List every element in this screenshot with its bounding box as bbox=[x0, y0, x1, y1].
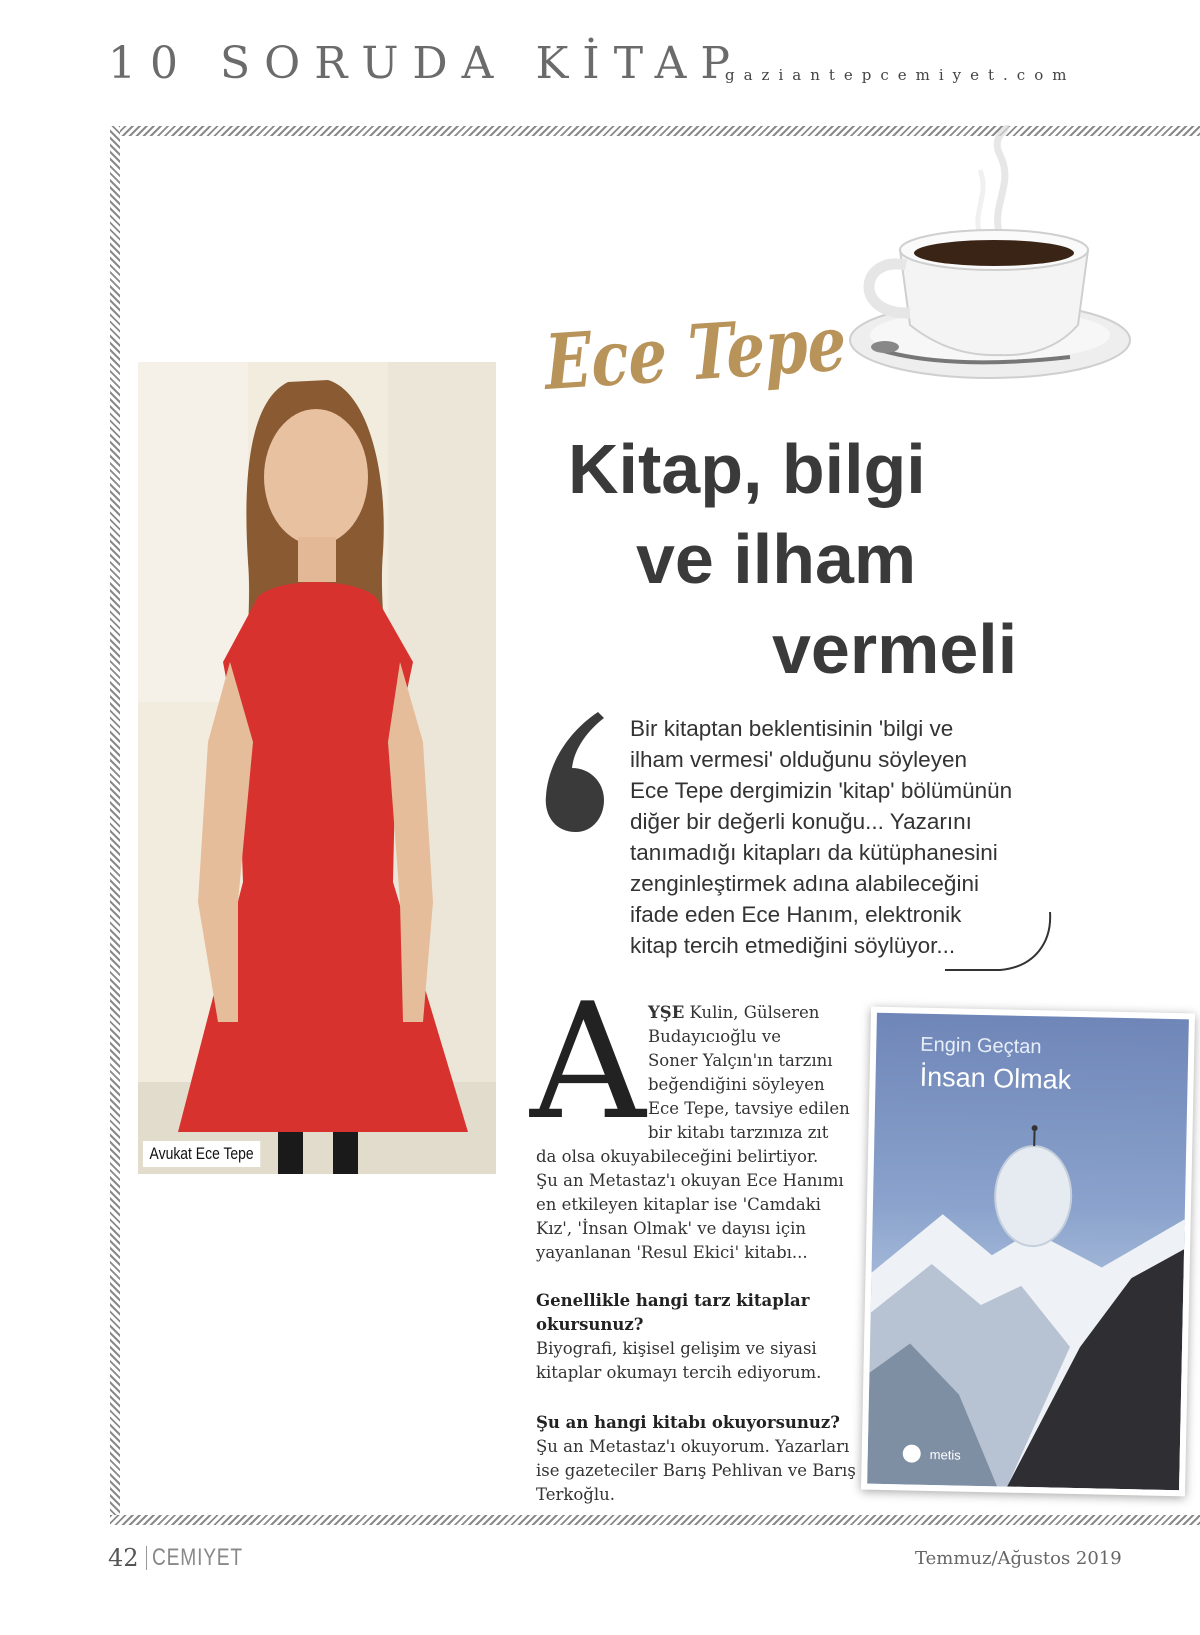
book-cover-art bbox=[867, 1013, 1189, 1490]
intro-line: da olsa okuyabileceğini belirtiyor. bbox=[536, 1147, 819, 1166]
close-quote-curve-icon bbox=[940, 912, 1060, 972]
intro-line: Ece Tepe, tavsiye edilen bbox=[648, 1099, 850, 1118]
lead-line: tanımadığı kitapları da kütüphanesini bbox=[630, 840, 998, 865]
drop-cap: A bbox=[530, 968, 646, 1155]
question-line: okursunuz? bbox=[536, 1315, 644, 1334]
photo-caption: Avukat Ece Tepe bbox=[143, 1141, 260, 1167]
lead-line: Bir kitaptan beklentisinin 'bilgi ve bbox=[630, 716, 954, 741]
book-publisher: metis bbox=[929, 1446, 961, 1463]
headline-line-1: Kitap, bilgi bbox=[568, 430, 926, 508]
person-name: Ece Tepe bbox=[543, 298, 848, 407]
intro-line: Soner Yalçın'ın tarzını bbox=[648, 1051, 833, 1070]
intro-wrapped-text bbox=[648, 1001, 850, 1145]
coffee-cup-icon bbox=[840, 125, 1140, 410]
headline-line-2: ve ilham bbox=[636, 520, 917, 598]
lead-line: diğer bir değerli konuğu... Yazarını bbox=[630, 809, 972, 834]
page-number: 42 bbox=[108, 1544, 139, 1572]
intro-line: Budayıcıoğlu ve bbox=[648, 1027, 781, 1046]
intro-line: Şu an Metastaz'ı okuyan Ece Hanımı bbox=[536, 1171, 844, 1190]
book-cover bbox=[861, 1007, 1195, 1497]
answer-line: Terkoğlu. bbox=[536, 1485, 616, 1504]
question-line: Genellikle hangi tarz kitaplar bbox=[536, 1291, 810, 1310]
qa-block bbox=[536, 1411, 856, 1507]
intro-line: bir kitabı tarzınıza zıt bbox=[648, 1123, 829, 1142]
lead-line: ifade eden Ece Hanım, elektronik bbox=[630, 902, 962, 927]
footer-divider bbox=[146, 1546, 147, 1570]
website-url: gaziantepcemiyet.com bbox=[725, 66, 1076, 84]
intro-full-text bbox=[536, 1145, 844, 1265]
intro-line bbox=[648, 1001, 850, 1025]
magazine-name: CEMIYET bbox=[152, 1544, 243, 1571]
issue-date: Temmuz/Ağustos 2019 bbox=[915, 1548, 1122, 1569]
intro-line: beğendiğini söyleyen bbox=[648, 1075, 825, 1094]
answer-line: Biyografi, kişisel gelişim ve siyasi bbox=[536, 1339, 817, 1358]
lead-line: Ece Tepe dergimizin 'kitap' bölümünün bbox=[630, 778, 1013, 803]
book-author: Engin Geçtan bbox=[920, 1033, 1042, 1059]
portrait-photo bbox=[138, 362, 496, 1174]
lead-line: kitap tercih etmediğini söylüyor... bbox=[630, 933, 956, 958]
section-title: 10 SORUDA KİTAP bbox=[108, 38, 745, 89]
book-title: İnsan Olmak bbox=[919, 1061, 1072, 1095]
frame-left-border bbox=[110, 126, 120, 1525]
headline-line-3: vermeli bbox=[772, 610, 1018, 688]
lead-line: ilham vermesi' olduğunu söyleyen bbox=[630, 747, 967, 772]
open-quote-icon bbox=[542, 712, 610, 832]
intro-line: yayanlanan 'Resul Ekici' kitabı... bbox=[536, 1243, 808, 1262]
intro-lead-word: YŞE bbox=[648, 1003, 685, 1022]
answer-line: kitaplar okumayı tercih ediyorum. bbox=[536, 1363, 822, 1382]
qa-block bbox=[536, 1289, 821, 1385]
answer-line: Şu an Metastaz'ı okuyorum. Yazarları bbox=[536, 1437, 850, 1456]
intro-first-text: Kulin, Gülseren bbox=[684, 1003, 820, 1022]
frame-bottom-border bbox=[110, 1515, 1200, 1525]
intro-line: Kız', 'İnsan Olmak' ve dayısı için bbox=[536, 1219, 806, 1238]
intro-line: en etkileyen kitaplar ise 'Camdaki bbox=[536, 1195, 821, 1214]
lead-line: zenginleştirmek adına alabileceğini bbox=[630, 871, 979, 896]
question-line: Şu an hangi kitabı okuyorsunuz? bbox=[536, 1413, 840, 1432]
answer-line: ise gazeteciler Barış Pehlivan ve Barış bbox=[536, 1461, 856, 1480]
